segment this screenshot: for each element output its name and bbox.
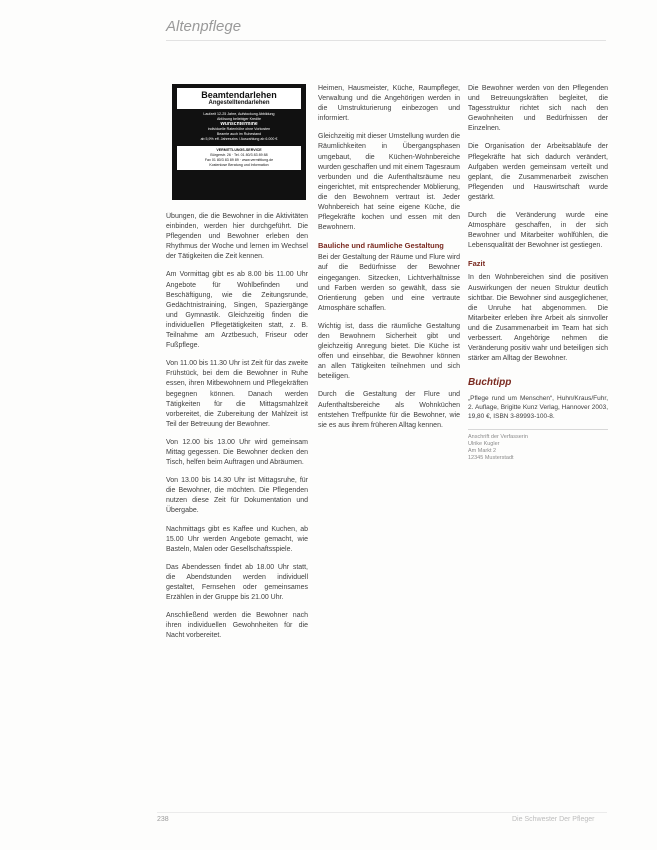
section-heading: Bauliche und räumliche Gestaltung <box>318 241 444 251</box>
ad-title-box <box>177 88 301 109</box>
paragraph: Wichtig ist, dass die räumliche Gestaltung den Bewohnern Sicherheit gibt und gleichzeitig Anregung bietet. Die Küche ist offen und einsehbar, die Bewohner können an allen Tätigkeiten teilnehmen und sich beteiligen. <box>318 322 460 381</box>
page-number: 238 <box>157 816 169 823</box>
footer-publication: Die Schwester Der Pfleger <box>512 816 595 823</box>
advertisement <box>172 84 306 200</box>
paragraph: Die Organisation der Arbeitsabläufe der Pflegekräfte hat sich dadurch verändert, Aufgaben werden gemeinsam verteilt und geplant, die Zusammenarbeit zwischen Pflegenden und Hauswirtschaft wurde gestärkt. <box>468 143 608 201</box>
author-label: Anschrift der Verfasserin <box>468 434 528 441</box>
paragraph: In den Wohnbereichen sind die positiven Auswirkungen der neuen Struktur deutlich sichtbar. Die Bewohner sind ausgeglichener, die Unruhe hat abgenommen. Die Mitarbeiter erleben ihre Arbeit als sinnvoller und die Zusammenarbeit im Team hat sich verbessert. Angehörige nehmen die Veränderung positiv wahr und beteiligen sich stärker am Alltag der Bewohner. <box>468 274 608 363</box>
paragraph: Gleichzeitig mit dieser Umstellung wurden die Räumlichkeiten in Übergangsphasen umgebaut, die Küchen-Wohnbereiche wurden geschaffen und mit einem Tagesraum verbunden und die Aufenthaltsräume neu eingerichtet, mit entsprechender Möblierung, die den Bewohnern vertraut ist. Jeder Wohnbereich hat seine eigene Küche, die Pflegekräfte kochen und essen mit den Bewohnern. <box>318 133 460 232</box>
paragraph: Von 11.00 bis 11.30 Uhr ist Zeit für das zweite Frühstück, bei dem die Bewohner in Ruhe essen, ihren Mitbewohnern und Pflegekräften begegnen können. Danach werden Tätigkeiten für die Mittagsmahlzeit vorbereitet, die Zubereitung der Mahlzeit ist Teil der Betreuung der Bewohner. <box>166 360 308 428</box>
booktip-heading: Buchtipp <box>468 377 512 389</box>
ad-line: Kostenlose Beratung und Information <box>209 163 269 167</box>
booktip-text: „Pflege rund um Menschen“, Huhn/Kraus/Fuhr, 2. Auflage, Brigitte Kunz Verlag, Hannover 2003, 19,80 €, ISBN 3-89993-100-8. <box>468 395 608 421</box>
paragraph: Bei der Gestaltung der Räume und Flure wird auf die Bedürfnisse der Bewohner eingegangen. Sitzecken, Lichtverhältnisse und Farben werden so gewählt, dass sie Orientierung geben und eine vertraute Atmosphäre schaffen. <box>318 254 460 312</box>
ad-line: Ablösung beliebiger Kredite <box>217 117 261 121</box>
ad-line: VERMITTLUNGS-SERVICE <box>216 148 262 152</box>
section-heading: Fazit <box>468 259 486 269</box>
paragraph: Am Vormittag gibt es ab 8.00 bis 11.00 Uhr Angebote für Wohlbefinden und Beschäftigung, wie die Zeitungsrunde, Gedächtnistraining, Singen, Spaziergänge und Gymnastik. Gleichzeitig finden die individuellen Pflegetätigkeiten statt, z. B. Teilnahme am Arztbesuch, Friseur oder Fußpflege. <box>166 271 308 350</box>
ad-line: ab 5,9% eff. Jahreszins / Auszahlung ab 6.000 € <box>200 137 278 141</box>
paragraph: Übungen, die die Bewohner in die Aktivitäten einbinden, werden hier durchgeführt. Die Pflegenden und Bewohner erleben den Rhythmus der Woche und lernen im Wechsel der Tätigkeiten die Zeit kennen. <box>166 213 308 261</box>
paragraph: Durch die Gestaltung der Flure und Aufenthaltsbereiche als Wohnküchen entstehen Treffpunkte für die Bewohner, wie sie es aus ihrem früheren Alltag kennen. <box>318 391 460 429</box>
ad-line: Beamte auch im Ruhestand <box>216 132 262 136</box>
column-2 <box>318 84 460 806</box>
ad-subtitle: Angestelltendarlehen <box>208 100 270 106</box>
divider <box>468 429 608 430</box>
ad-title: Beamtendarlehen <box>201 90 277 100</box>
author-line: 12345 Musterstadt <box>468 455 514 462</box>
paragraph: Anschließend werden die Bewohner nach ihren individuellen Gewohnheiten für die Nacht vorbereitet. <box>166 612 308 640</box>
ad-line: Bürgerstr. 26 · Tel. 01 80/3 83 89 88 <box>210 153 268 157</box>
author-line: Ulrike Kugler <box>468 441 500 448</box>
paragraph: Von 13.00 bis 14.30 Uhr ist Mittagsruhe, für die Bewohner, die möchten. Die Pflegenden nutzen diese Zeit für Dokumentation und Übergabe. <box>166 477 308 515</box>
ad-line: individuelle Ratenhöhe ohne Vorkosten <box>207 127 271 131</box>
column-3 <box>468 84 608 806</box>
page-section-title: Altenpflege <box>166 18 242 35</box>
paragraph: Das Abendessen findet ab 18.00 Uhr statt, die Abendstunden werden individuell gestaltet, Fernsehen oder gemeinsames Erzählen in der Gruppe bis 21.00 Uhr. <box>166 563 308 602</box>
paragraph: Durch die Veränderung wurde eine Atmosphäre geschaffen, in der sich Bewohner und Mitarbeiter wohlfühlen, die Lebensqualität der Bewohner ist gestiegen. <box>468 212 608 250</box>
header-divider <box>166 40 606 41</box>
paragraph: Nachmittags gibt es Kaffee und Kuchen, ab 15.00 Uhr werden Angebote gemacht, wie Basteln, Malen oder Gesellschaftsspiele. <box>166 525 308 553</box>
ad-contact-box <box>177 146 301 170</box>
ad-line: Wunschtermine <box>220 122 258 127</box>
paragraph: Heimen, Hausmeister, Küche, Raumpfleger, Verwaltung und die Angehörigen werden in die Umstrukturierung einbezogen und informiert. <box>318 85 460 123</box>
paragraph: Von 12.00 bis 13.00 Uhr wird gemeinsam Mittag gegessen. Die Bewohner decken den Tisch, helfen beim Auftragen und Abräumen. <box>166 438 308 467</box>
footer-divider <box>157 812 607 813</box>
ad-line: Laufzeit 12-25 Jahre, Aufstockung Abbildung <box>203 112 275 116</box>
column-1 <box>166 212 308 807</box>
paragraph: Die Bewohner werden von den Pflegenden und Betreuungskräften begleitet, die Tagesstruktur richtet sich nach den Gewohnheiten und Bedürfnissen der Einzelnen. <box>468 85 608 133</box>
ad-line: Fax 01 80/3 83 89 89 · www.vermittlung.de <box>204 158 274 162</box>
author-line: Am Markt 2 <box>468 448 497 455</box>
